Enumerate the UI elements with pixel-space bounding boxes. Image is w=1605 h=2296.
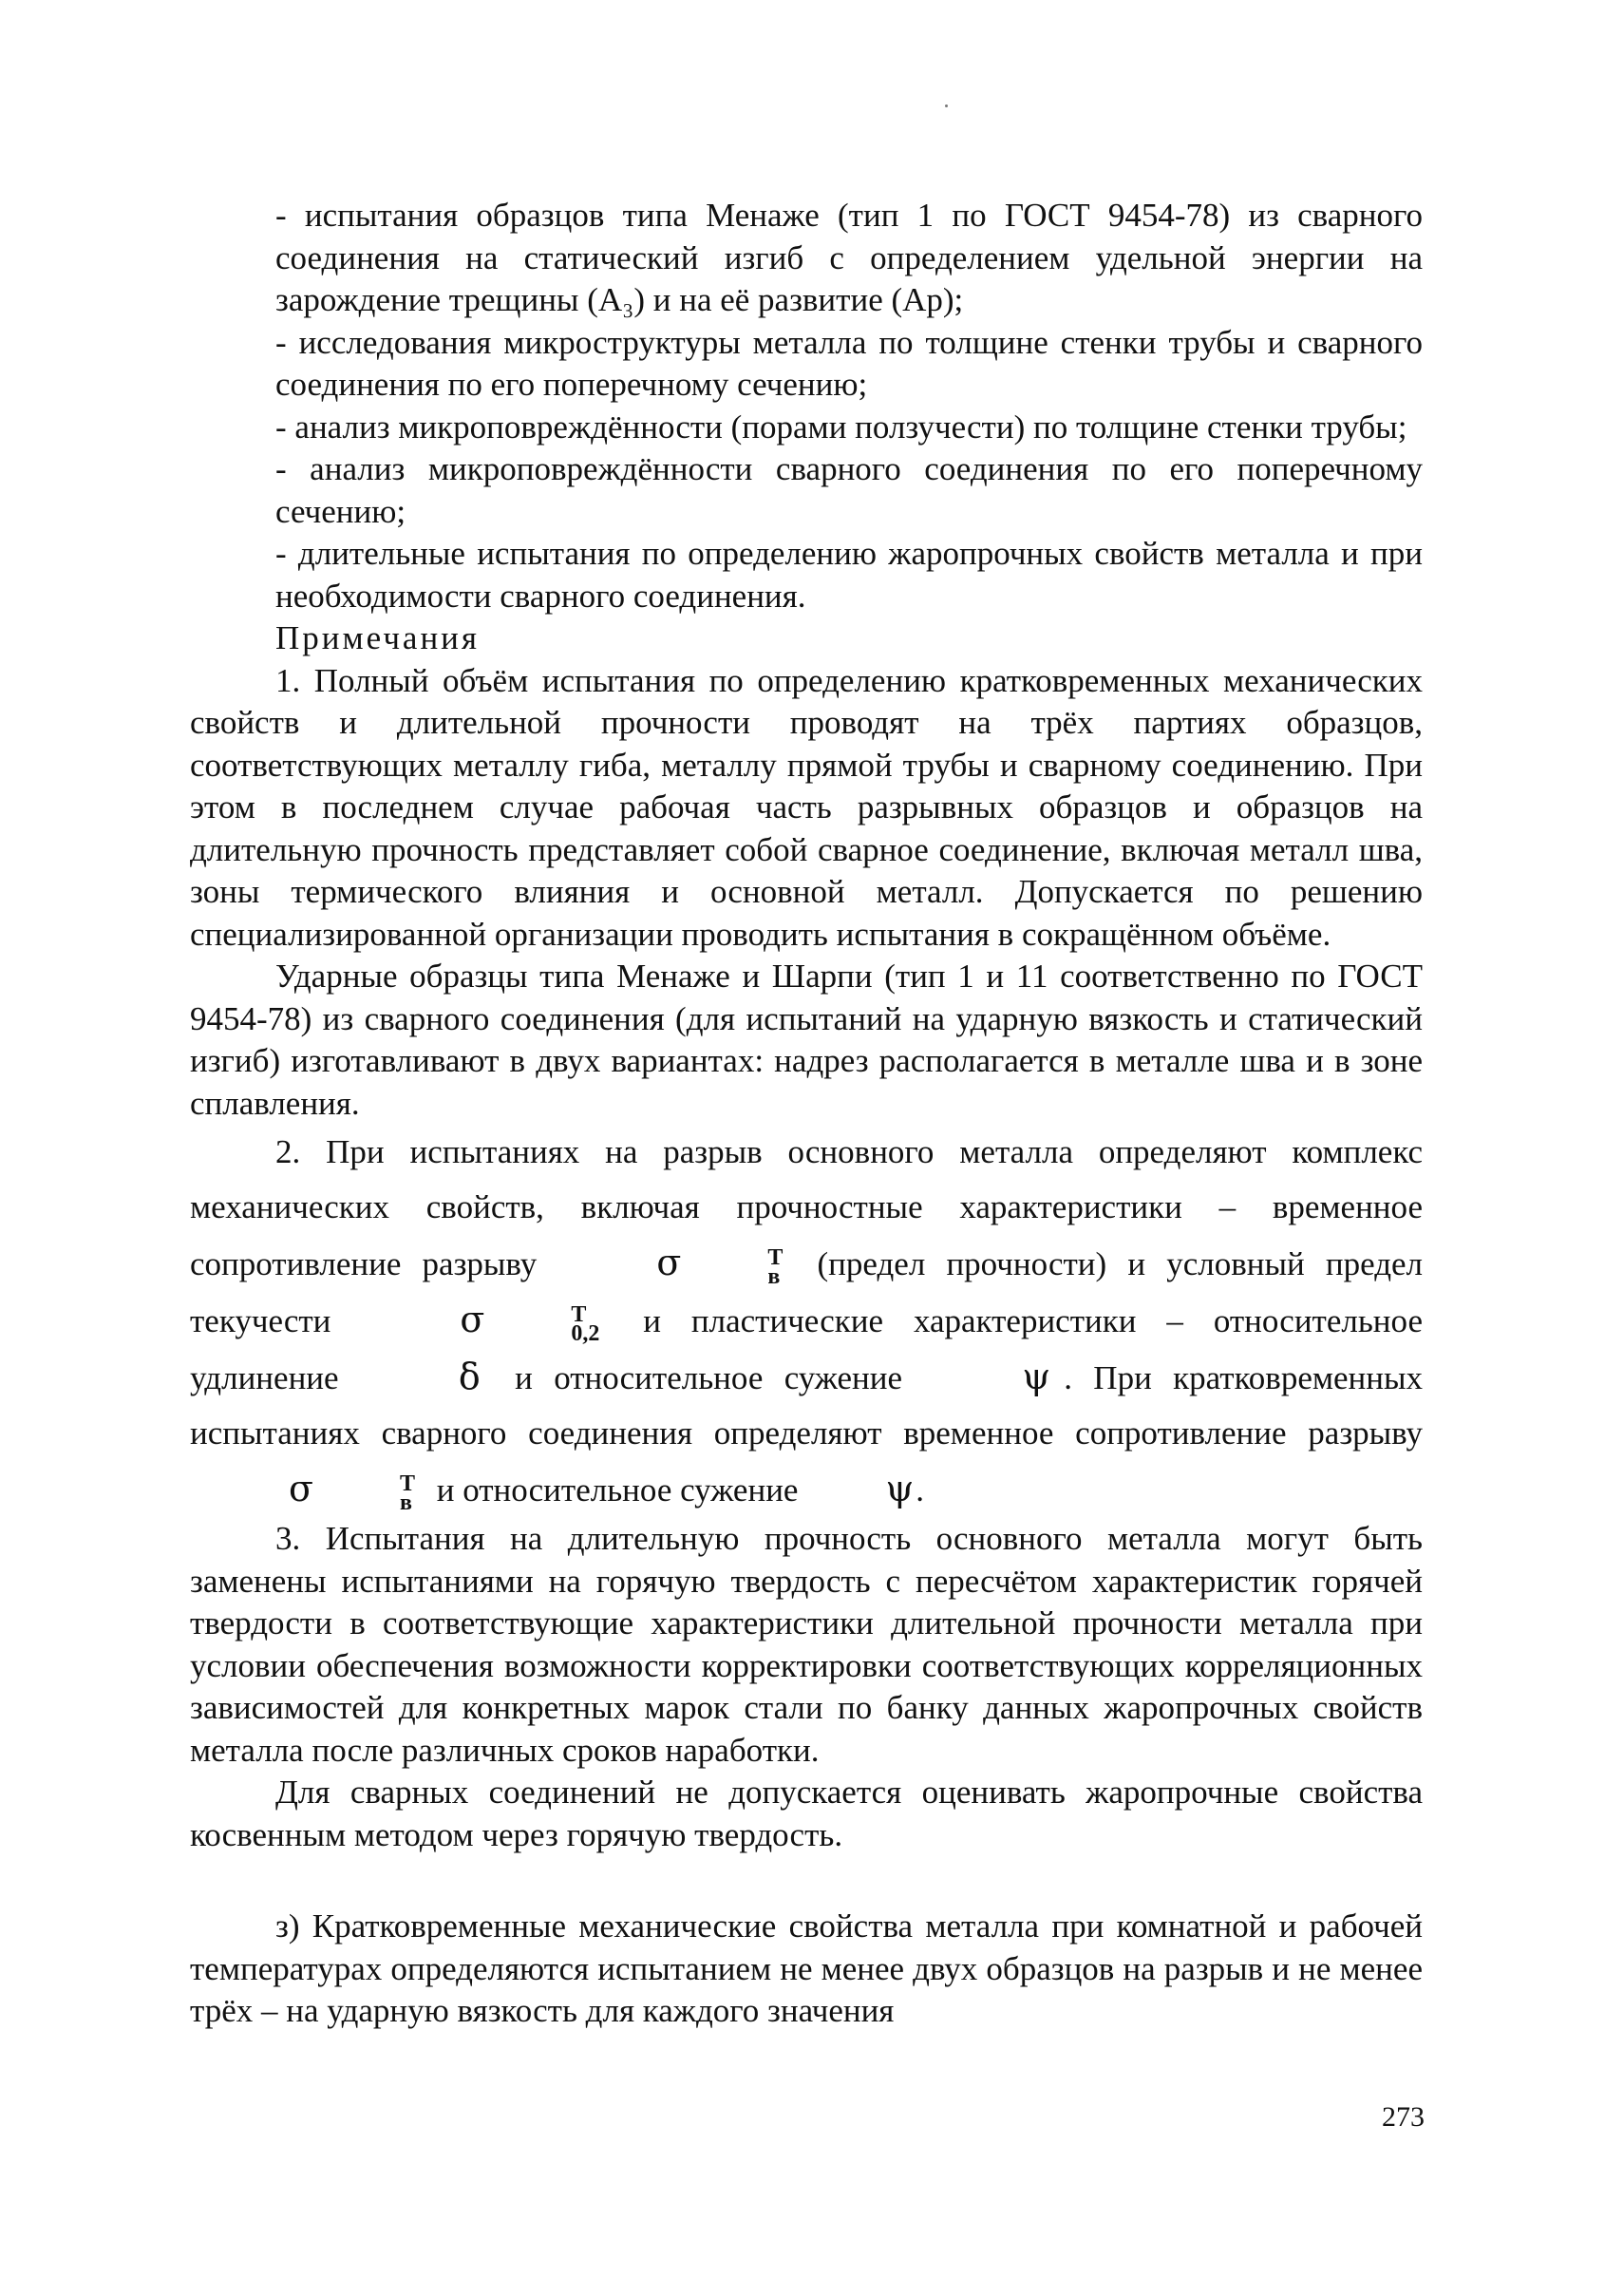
notes-heading: Примечания [275,619,481,656]
sigma-v-t-symbol: σ Т в [289,1468,415,1515]
note-2-text: (предел прочности) и условный предел текучести [190,1245,1423,1339]
note-2-text: и относительное сужение [436,1471,799,1509]
note-2-text: . [916,1471,925,1509]
note-3: 3. Испытания на длительную прочность основного металла могут быть заменены испытаниями на горячую твердость с пересчётом характеристик горячей твердости в соответствующие характеристики длительной прочности металла при условии обеспечения возможности корректировки соответствующих корреляционных зависимостей для конкретных марок стали по банку данных жаропрочных свойств металла после различных сроков наработки. [190,1520,1423,1769]
bullet-item: - длительные испытания по определению жаропрочных свойств металла и при необходимости сварного соединения. [275,535,1423,615]
note-3-continued: Для сварных соединений не допускается оценивать жаропрочные свойства косвенным методом через горячую твердость. [190,1774,1423,1853]
psi-symbol: ψ [1022,1356,1051,1397]
note-2 [190,1125,1423,1518]
note-2-text: . При кратковременных испытаниях сварного соединения определяют временное сопротивление разрыву [190,1359,1424,1452]
page-number: 273 [1382,2101,1425,2133]
bullet-item: - анализ микроповреждённости сварного соединения по его поперечному сечению; [275,450,1423,530]
note-1-continued: Ударные образцы типа Менаже и Шарпи (тип 1 и 11 соответственно по ГОСТ 9454-78) из сварного соединения (для испытаний на ударную вязкость и статический изгиб) изготавливают в двух вариантах: надрез располагается в металле шва и в зоне сплавления. [190,958,1423,1122]
bullet-item: - испытания образцов типа Менаже (тип 1 по ГОСТ 9454-78) из сварного соединения на статический изгиб с определением удельной энергии на зарождение трещины (А₃) и на её развитие (Ар); [275,197,1423,318]
scan-speck [945,104,948,107]
note-2-text: 2. При испытаниях на разрыв основного металла определяют комплекс механических свойств, включая прочностные характеристики – временное сопротивление разрыву [190,1133,1423,1282]
bullet-item: - исследования микроструктуры металла по толщине стенки трубы и сварного соединения по его поперечному сечению; [275,323,1423,403]
sigma-v-t-symbol: σ Т в [656,1242,784,1289]
item-z: з) Кратковременные механические свойства металла при комнатной и рабочей температурах определяются испытанием не менее двух образцов на разрыв и не менее трёх – на ударную вязкость для каждого значения [190,1907,1423,2029]
sigma-02-t-symbol: σ Т 0,2 [460,1299,600,1346]
note-2-text: и относительное сужение [515,1359,903,1396]
delta-symbol: δ [458,1356,481,1397]
body-text [190,195,1423,2033]
note-1: 1. Полный объём испытания по определению кратковременных механических свойств и длительной прочности проводят на трёх партиях образцов, соответствующих металлу гиба, металлу прямой трубы и сварному соединению. При этом в последнем случае рабочая часть разрывных образцов и образцов на длительную прочность представляет собой сварное соединение, включая металл шва, зоны термического влияния и основной металл. Допускается по решению специализированной организации проводить испытания в сокращённом объёме. [190,661,1423,953]
bullet-item: - анализ микроповреждённости (порами ползучести) по толщине стенки трубы; [275,408,1407,446]
note-2-text: и пластические характеристики – относительное удлинение [190,1302,1423,1396]
psi-symbol: ψ [885,1468,915,1509]
